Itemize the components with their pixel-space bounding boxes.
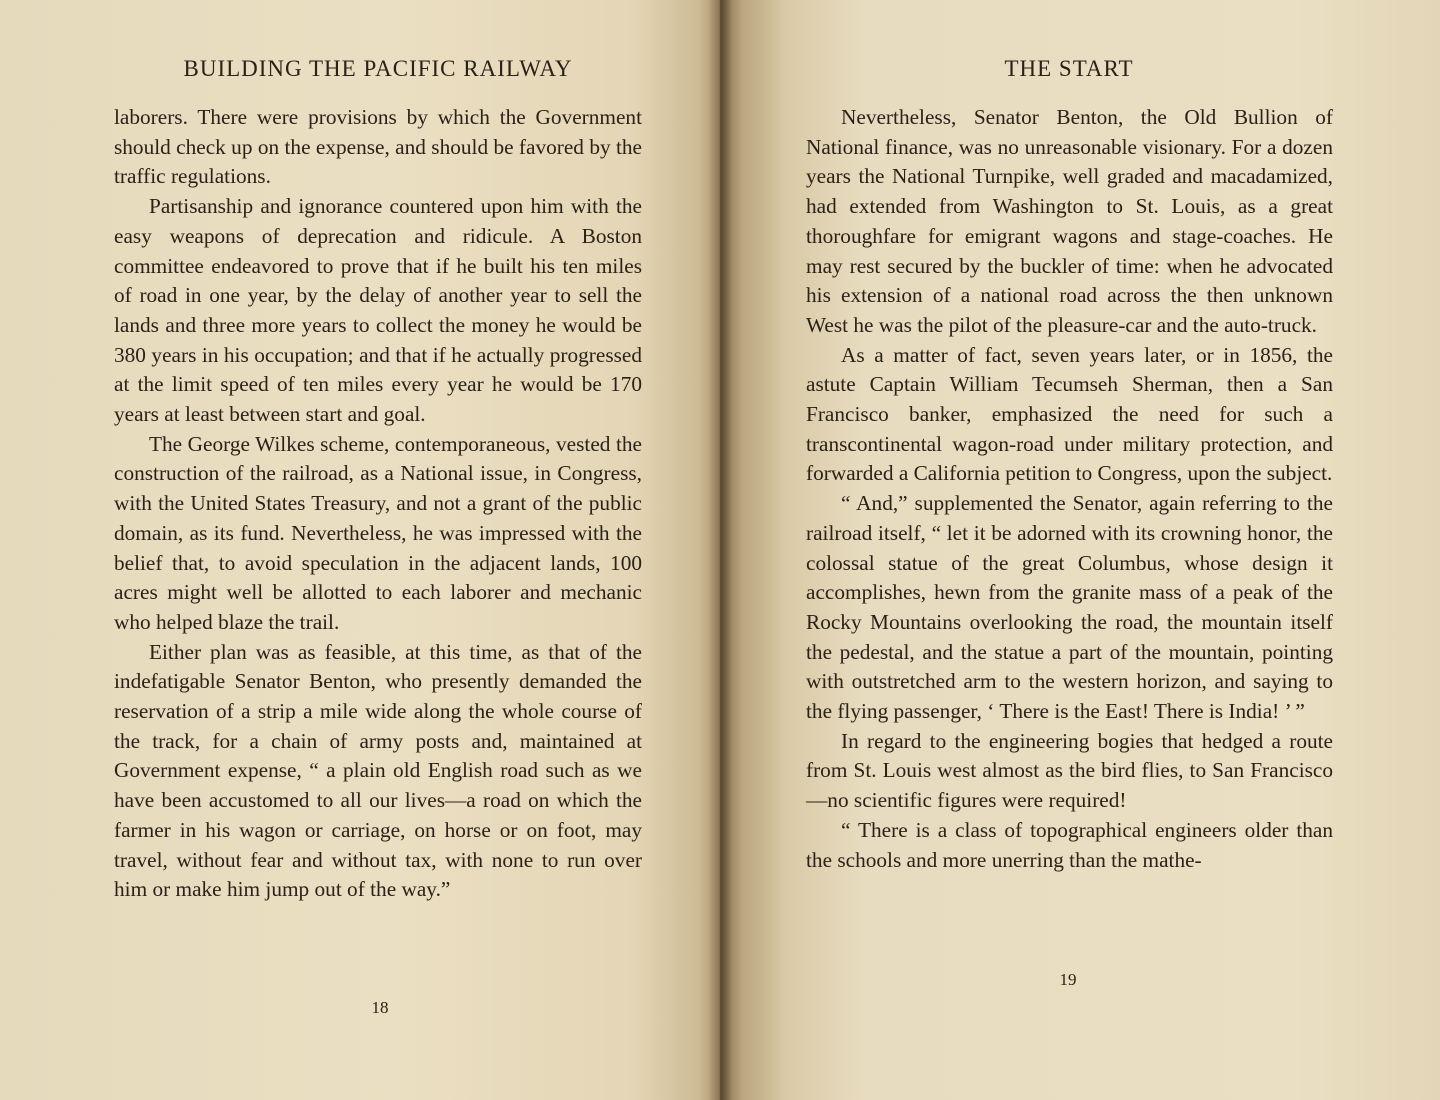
- left-paragraph-1: laborers. There were provisions by which the Government should check up on the expense, and should be favored by the traffic regulations.: [114, 105, 642, 189]
- right-text-block: [806, 103, 1333, 875]
- left-paragraph-2: Partisanship and ignorance countered upon him with the easy weapons of deprecation and ridicule. A Boston committee endeavored to prove that if he built his ten miles of road in one year, by the delay of another year to sell the lands and three more years to collect the money he would be 380 years in his occupation; and that if he actually progressed at the limit speed of ten miles every year he would be 170 years at least between start and goal.: [114, 194, 642, 427]
- left-text-block: [114, 103, 642, 905]
- right-paragraph-1: Nevertheless, Senator Benton, the Old Bullion of National finance, was no unreasonable visionary. For a dozen years the National Turnpike, well graded and macadamized, had extended from Washington to St. Louis, as a great thoroughfare for emigrant wagons and stage-coaches. He may rest secured by the buckler of time: when he advocated his extension of a national road across the then unknown West he was the pilot of the pleasure-car and the auto-truck.: [806, 105, 1333, 337]
- right-paragraph-2: As a matter of fact, seven years later, or in 1856, the astute Captain William Tecumseh Sherman, then a San Francisco banker, emphasized the need for such a transcontinental wagon-road under military protection, and forwarded a California petition to Congress, upon the subject.: [806, 342, 1333, 486]
- right-paragraph-3: “ And,” supplemented the Senator, again referring to the railroad itself, “ let it be adorned with its crowning honor, the colossal statue of the great Columbus, whose design it accomplishes, hewn from the granite mass of a peak of the Rocky Mountains overlooking the road, the mountain itself the pedestal, and the statue a part of the mountain, pointing with outstretched arm to the western horizon, and saying to the flying passenger, ‘ There is the East! There is India! ’ ”: [806, 491, 1333, 724]
- right-page-number: 19: [1059, 970, 1077, 989]
- right-running-head: THE START: [1004, 56, 1134, 81]
- left-paragraph-3: The George Wilkes scheme, contemporaneous, vested the construction of the railroad, as a National issue, in Congress, with the United States Treasury, and not a grant of the public domain, as its fund. Nevertheless, he was impressed with the belief that, to avoid speculation in the adjacent lands, 100 acres might well be allotted to each laborer and mechanic who helped blaze the trail.: [114, 431, 642, 634]
- left-running-head: BUILDING THE PACIFIC RAILWAY: [183, 56, 573, 81]
- right-page: [720, 0, 1440, 1100]
- right-paragraph-5: “ There is a class of topographical engineers older than the schools and more unerring than the mathe-: [806, 817, 1333, 872]
- right-paragraph-4: In regard to the engineering bogies that hedged a route from St. Louis west almost as the bird flies, to San Francisco—no scientific figures were required!: [806, 728, 1333, 813]
- left-page-number: 18: [371, 998, 389, 1017]
- left-paragraph-4: Either plan was as feasible, at this time, as that of the indefatigable Senator Benton, who presently demanded the reservation of a strip a mile wide along the whole course of the track, for a chain of army posts and, maintained at Government expense, “ a plain old English road such as we have been accustomed to all our lives—a road on which the farmer in his wagon or carriage, on horse or on foot, may travel, without fear and without tax, with none to run over him or make him jump out of the way.”: [114, 639, 642, 902]
